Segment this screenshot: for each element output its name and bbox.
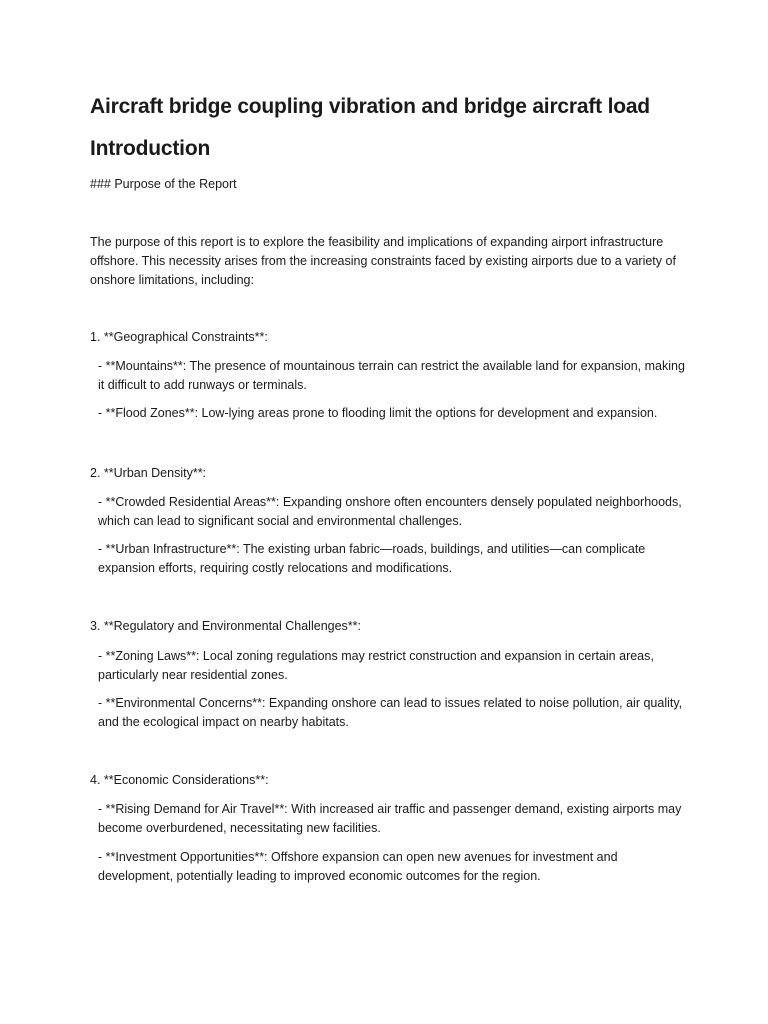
item-3-heading: 3. **Regulatory and Environmental Challenges**: (90, 619, 361, 633)
item-2-point-2: - **Urban Infrastructure**: The existing urban fabric—roads, buildings, and utilities—can complicate expansion efforts, requiring costly relocations and modifications. (98, 542, 646, 575)
item-2-point-1: - **Crowded Residential Areas**: Expanding onshore often encounters densely populated neighborhoods, which can lead to significant social and environmental challenges. (98, 495, 682, 528)
item-2-heading: 2. **Urban Density**: (90, 466, 207, 480)
item-4-heading: 4. **Economic Considerations**: (90, 773, 269, 787)
item-3-point-2: - **Environmental Concerns**: Expanding onshore can lead to issues related to noise pollution, air quality, and the ecological impact on nearby habitats. (98, 696, 683, 729)
subheading: ### Purpose of the Report (90, 177, 237, 191)
item-3-point-1: - **Zoning Laws**: Local zoning regulations may restrict construction and expansion in certain areas, particularly near residential zones. (98, 649, 654, 682)
section-heading: Introduction (90, 137, 211, 160)
document-title: Aircraft bridge coupling vibration and bridge aircraft load (90, 95, 650, 118)
item-4-point-1: - **Rising Demand for Air Travel**: With increased air traffic and passenger demand, existing airports may become overburdened, necessitating new facilities. (98, 802, 682, 835)
item-1-point-1: - **Mountains**: The presence of mountainous terrain can restrict the available land for expansion, making it difficult to add runways or terminals. (98, 359, 685, 392)
item-1-point-2: - **Flood Zones**: Low-lying areas prone to flooding limit the options for development and expansion. (98, 406, 658, 420)
item-4-point-2: - **Investment Opportunities**: Offshore expansion can open new avenues for investment and development, potentially leading to improved economic outcomes for the region. (98, 850, 618, 883)
intro-paragraph: The purpose of this report is to explore the feasibility and implications of expanding airport infrastructure offshore. This necessity arises from the increasing constraints faced by existing airports due to a variety of onshore limitations, including: (90, 235, 676, 287)
item-1-heading: 1. **Geographical Constraints**: (90, 330, 268, 344)
